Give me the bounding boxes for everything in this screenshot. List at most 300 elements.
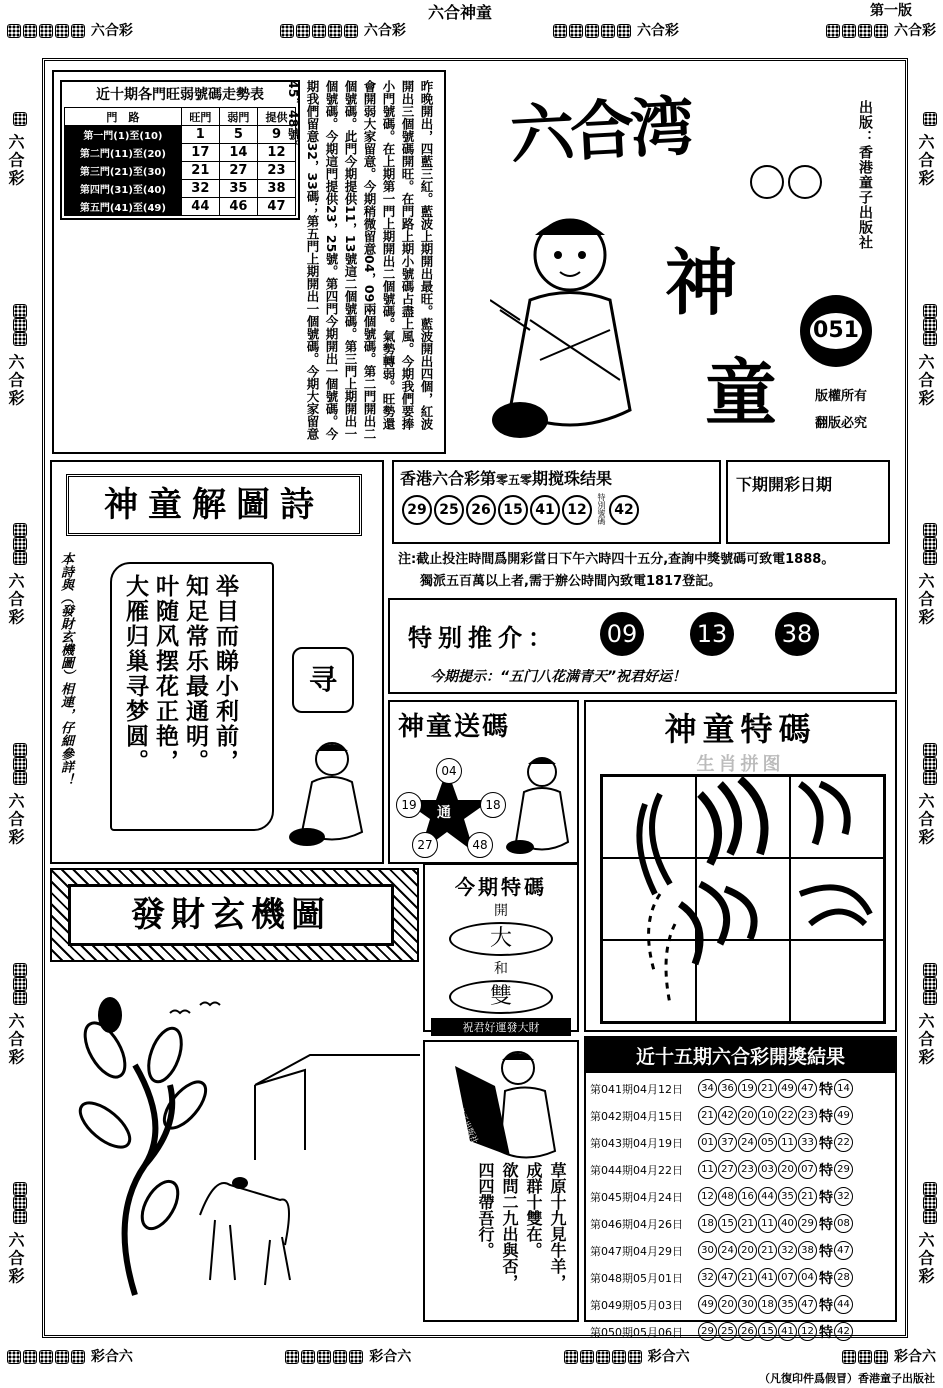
dice-icon (39, 1350, 53, 1364)
issue-badge (800, 295, 872, 367)
history-special-label: 特 (819, 1324, 833, 1341)
history-ball: 27 (718, 1160, 737, 1179)
border-word: 六合彩 (916, 572, 935, 627)
send-code-number: 04 (436, 758, 462, 784)
poem-lines (120, 574, 240, 824)
trend-cell: 14 (219, 144, 257, 162)
history-special-ball: 44 (834, 1295, 853, 1314)
dice-icon (923, 757, 937, 771)
dice-icon (71, 24, 85, 38)
history-ball: 49 (778, 1079, 797, 1098)
trend-header: 旺門 (181, 108, 219, 126)
history-special-ball: 29 (834, 1160, 853, 1179)
right-border (916, 54, 938, 1344)
dice-icon (842, 24, 856, 38)
history-label: 第042期04月15日 (590, 1109, 683, 1123)
poem-panel (50, 460, 384, 864)
dice-icon (7, 1350, 21, 1364)
history-special-label: 特 (819, 1081, 833, 1098)
logo-title: 六合湾 (508, 89, 693, 174)
notice-line-2: 獨派五百萬以上者,需于辦公時間內致電1817登記。 (420, 574, 722, 589)
history-ball: 19 (738, 1079, 757, 1098)
dice-icon (344, 24, 358, 38)
list-item (590, 1075, 891, 1102)
edition-label: 第一版 (870, 3, 912, 19)
border-word: 六合彩 (6, 1012, 25, 1067)
history-ball: 35 (778, 1187, 797, 1206)
next-draw-label: 下期開彩日期 (736, 475, 833, 494)
history-ball: 35 (778, 1295, 797, 1314)
history-ball: 21 (798, 1187, 817, 1206)
history-ball: 21 (738, 1214, 757, 1233)
dice-icon (7, 24, 21, 38)
boy-small-illustration (282, 737, 372, 847)
dice-icon (612, 1350, 626, 1364)
copyright-2: 翻版必究 (815, 416, 868, 431)
boy-small-illustration (502, 752, 574, 857)
dice-icon (923, 551, 937, 565)
dice-icon (312, 24, 326, 38)
boy-illustration (490, 210, 650, 440)
poem-title: 神童解圖詩 (66, 474, 362, 536)
history-ball: 36 (718, 1079, 737, 1098)
history-ball: 12 (698, 1187, 717, 1206)
history-ball: 18 (698, 1214, 717, 1233)
history-special-ball: 08 (834, 1214, 853, 1233)
verse-line: 四四帶吾行。 (476, 1162, 495, 1258)
draw-ball: 41 (530, 495, 560, 525)
draw-ball: 15 (498, 495, 528, 525)
border-word: 六合彩 (6, 572, 25, 627)
logo-char-tong: 童 (705, 350, 778, 435)
history-ball: 47 (798, 1079, 817, 1098)
verse-line: 成群十雙在。 (524, 1162, 543, 1258)
history-ball: 21 (738, 1268, 757, 1287)
history-ball: 26 (738, 1322, 757, 1341)
trend-cell: 47 (257, 198, 295, 216)
dice-icon (874, 1350, 888, 1364)
verse-line: 草原十九見牛羊， (548, 1162, 567, 1290)
history-ball: 21 (758, 1241, 777, 1260)
history-ball: 32 (778, 1241, 797, 1260)
poem-line: 举目而睇小利前， (212, 574, 238, 774)
dice-icon (553, 24, 567, 38)
history-ball: 11 (758, 1214, 777, 1233)
dice-icon (923, 318, 937, 332)
history-title: 近十五期六合彩開獎結果 (586, 1038, 895, 1073)
history-ball: 16 (738, 1187, 757, 1206)
history-ball: 47 (718, 1268, 737, 1287)
recommend-number: 38 (775, 612, 819, 656)
list-item (590, 1264, 891, 1291)
draw-ball: 29 (402, 495, 432, 525)
logo-area (450, 70, 905, 450)
history-ball: 49 (698, 1295, 717, 1314)
this-issue-double: 雙 (449, 980, 553, 1014)
history-ball: 24 (718, 1241, 737, 1260)
dice-icon (285, 1350, 299, 1364)
history-ball: 33 (798, 1133, 817, 1152)
history-ball: 07 (798, 1160, 817, 1179)
dice-icon (23, 24, 37, 38)
dice-icon (923, 1210, 937, 1224)
draw-result-box (392, 460, 721, 544)
dice-icon (564, 1350, 578, 1364)
history-ball: 44 (758, 1187, 777, 1206)
history-ball: 23 (738, 1160, 757, 1179)
dice-icon (71, 1350, 85, 1364)
history-ball: 01 (698, 1133, 717, 1152)
ring-icon (750, 165, 784, 199)
dice-icon (13, 991, 27, 1005)
border-word: 彩合六 (647, 1349, 690, 1365)
dice-icon (13, 1210, 27, 1224)
dice-icon (301, 1350, 315, 1364)
dice-icon (13, 332, 27, 346)
border-word: 六合彩 (916, 792, 935, 847)
history-special-ball: 28 (834, 1268, 853, 1287)
page-header-title: 六合神童 (428, 3, 493, 22)
history-special-label: 特 (819, 1297, 833, 1314)
dice-icon (580, 1350, 594, 1364)
list-item (590, 1129, 891, 1156)
history-label: 第046期04月26日 (590, 1217, 683, 1231)
ring-icon (788, 165, 822, 199)
history-ball: 30 (738, 1295, 757, 1314)
border-word: 六合彩 (893, 23, 936, 39)
history-ball: 29 (698, 1322, 717, 1341)
dice-icon (569, 24, 583, 38)
trend-header: 弱門 (219, 108, 257, 126)
dice-icon (923, 537, 937, 551)
history-special-ball: 14 (834, 1079, 853, 1098)
dice-icon (923, 332, 937, 346)
draw-ball: 12 (562, 495, 592, 525)
dice-icon (923, 112, 937, 126)
border-word: 六合彩 (636, 23, 679, 39)
history-ball: 40 (778, 1214, 797, 1233)
dice-icon (923, 991, 937, 1005)
list-item (590, 1183, 891, 1210)
history-ball: 47 (798, 1295, 817, 1314)
poem-line: 大雁归巢寻梦圆。 (122, 574, 148, 774)
dice-icon (55, 1350, 69, 1364)
trend-cell: 第三門(21)至(30) (65, 162, 182, 180)
left-border (6, 54, 28, 1344)
notice-line-1: 注:截止投注時間爲開彩當日下午六時四十五分,查詢中獎號碼可致電1888。 (398, 552, 835, 567)
trend-header: 提供 (257, 108, 295, 126)
history-label: 第045期04月24日 (590, 1190, 683, 1204)
history-ball: 20 (738, 1241, 757, 1260)
trend-cell: 9 (257, 126, 295, 144)
verse-box (423, 1040, 579, 1322)
history-ball: 15 (718, 1214, 737, 1233)
poem-scroll-char: 寻 (292, 647, 354, 713)
list-item (590, 1102, 891, 1129)
dice-icon (923, 743, 937, 757)
dice-icon (13, 1196, 27, 1210)
fortune-map-illustration (50, 975, 420, 1310)
trend-cell: 46 (219, 198, 257, 216)
history-label: 第050期05月06日 (590, 1325, 683, 1339)
history-ball: 34 (698, 1079, 717, 1098)
dice-icon (55, 24, 69, 38)
dice-icon (585, 24, 599, 38)
send-code-center: 通 (437, 805, 451, 821)
dice-icon (39, 24, 53, 38)
boy-banner-illustration (450, 1046, 560, 1166)
history-special-ball: 32 (834, 1187, 853, 1206)
draw-ball: 25 (434, 495, 464, 525)
analysis-text: 昨晚開出，四藍三紅。藍波上期開出最旺。藍波開出四個，紅波開出三個號碼開旺。在門路上期小號碼占盡上風。今期我們要捧小門號碼。在上期第一門上期開出二個號碼。氣勢轉弱。旺勢還會開弱大家留意。今期稍微留意04，09兩個號碼。第二門開出二個號碼。此門今期提供11，13號這二個號碼。第三門上期開出一個號碼。今期這門提供23，25號。第四門今期開出一個號碼。今期我們留意32，33碼；第五門上期開出一個號碼。今期大家留意45，48號。 (286, 80, 434, 440)
poem-side-note: 本詩與（發財玄機圖）相連，仔細參詳！ (58, 552, 73, 786)
dice-icon (13, 523, 27, 537)
border-word: 六合彩 (916, 1012, 935, 1067)
dice-icon (13, 757, 27, 771)
border-word: 彩合六 (894, 1349, 936, 1365)
draw-issue: 零五零 (496, 473, 533, 487)
list-item (590, 1291, 891, 1318)
fortune-map-title: 發財玄機圖 (68, 884, 394, 946)
send-code-number: 19 (396, 792, 422, 818)
send-code-number: 48 (467, 832, 493, 858)
trend-cell: 第一門(1)至(10) (65, 126, 182, 144)
history-ball: 22 (778, 1106, 797, 1125)
history-special-ball: 49 (834, 1106, 853, 1125)
trend-cell: 17 (181, 144, 219, 162)
dice-icon (596, 1350, 610, 1364)
history-ball: 11 (698, 1160, 717, 1179)
history-ball: 48 (718, 1187, 737, 1206)
history-list (586, 1073, 895, 1347)
dice-icon (280, 24, 294, 38)
publisher: 出版：香港童子出版社 (857, 100, 873, 250)
history-ball: 42 (718, 1106, 737, 1125)
dice-icon (628, 1350, 642, 1364)
dice-icon (13, 537, 27, 551)
history-ball: 21 (698, 1106, 717, 1125)
history-ball: 37 (718, 1133, 737, 1152)
dice-icon (13, 112, 27, 126)
dice-icon (13, 771, 27, 785)
trend-panel (52, 70, 446, 454)
draw-result-title (394, 462, 719, 493)
dice-icon (923, 523, 937, 537)
draw-ball: 26 (466, 495, 496, 525)
dice-icon (858, 24, 872, 38)
history-special-label: 特 (819, 1108, 833, 1125)
poem-line: 知足常乐最通明。 (182, 574, 208, 774)
special-number-label: 特別號碼 (597, 493, 606, 525)
copyright-1: 版權所有 (815, 389, 868, 404)
list-item (590, 1237, 891, 1264)
dice-icon (923, 1182, 937, 1196)
next-draw-box (726, 460, 890, 544)
border-word: 六合彩 (6, 792, 25, 847)
list-item (590, 1210, 891, 1237)
history-ball: 23 (798, 1106, 817, 1125)
trend-cell: 第五門(41)至(49) (65, 198, 182, 216)
history-ball: 07 (778, 1268, 797, 1287)
border-word: 六合彩 (916, 1231, 935, 1286)
trend-cell: 32 (181, 180, 219, 198)
history-special-label: 特 (819, 1243, 833, 1260)
send-code-box (388, 700, 579, 864)
history-label: 第049期05月03日 (590, 1298, 683, 1312)
issue-number: 051 (810, 313, 862, 349)
verse-line: 欲問二九出與否， (500, 1162, 519, 1290)
history-label: 第041期04月12日 (590, 1082, 683, 1096)
this-issue-open: 開 (494, 903, 508, 919)
dice-icon (923, 771, 937, 785)
send-code-number: 18 (480, 792, 506, 818)
history-special-ball: 22 (834, 1133, 853, 1152)
history-ball: 10 (758, 1106, 777, 1125)
dice-icon (601, 24, 615, 38)
draw-title-post: 期搅珠结果 (532, 469, 613, 488)
trend-cell: 27 (219, 162, 257, 180)
history-box (584, 1036, 897, 1341)
history-ball: 03 (758, 1160, 777, 1179)
trend-cell: 12 (257, 144, 295, 162)
history-ball: 05 (758, 1133, 777, 1152)
trend-cell: 21 (181, 162, 219, 180)
send-code-title: 神童送碼 (398, 712, 511, 742)
history-ball: 20 (778, 1160, 797, 1179)
this-issue-title: 今期特碼 (455, 875, 547, 899)
logo-char-shen: 神 (665, 240, 738, 325)
history-ball: 41 (758, 1268, 777, 1287)
dice-icon (826, 24, 840, 38)
dice-icon (13, 551, 27, 565)
dice-icon (349, 1350, 363, 1364)
history-ball: 21 (758, 1079, 777, 1098)
dice-icon (923, 304, 937, 318)
dice-icon (13, 743, 27, 757)
history-ball: 20 (718, 1295, 737, 1314)
history-special-label: 特 (819, 1162, 833, 1179)
history-ball: 15 (758, 1322, 777, 1341)
dice-icon (874, 24, 888, 38)
special-code-box (584, 700, 897, 1032)
trend-cell: 5 (219, 126, 257, 144)
footer-note: （凡復印件爲假冒）香港童子出版社 (759, 1372, 935, 1385)
bottom-border (6, 1346, 936, 1366)
recommend-box (388, 598, 897, 694)
recommend-tip: 今期提示：“五门八花满青天”祝君好运！ (430, 669, 687, 685)
trend-cell: 35 (219, 180, 257, 198)
dice-icon (923, 977, 937, 991)
this-issue-and: 和 (494, 961, 508, 977)
trend-cell: 第二門(11)至(20) (65, 144, 182, 162)
draw-special-ball: 42 (609, 495, 639, 525)
history-ball: 12 (798, 1322, 817, 1341)
history-ball: 11 (778, 1133, 797, 1152)
this-issue-box (423, 863, 579, 1032)
history-special-label: 特 (819, 1270, 833, 1287)
top-border (6, 20, 936, 40)
dice-icon (923, 963, 937, 977)
history-ball: 30 (698, 1241, 717, 1260)
history-special-ball: 42 (834, 1322, 853, 1341)
trend-cell: 1 (181, 126, 219, 144)
border-word: 六合彩 (6, 353, 25, 408)
special-code-title: 神童特碼 (664, 710, 817, 748)
history-label: 第048期05月01日 (590, 1271, 683, 1285)
dice-icon (317, 1350, 331, 1364)
fortune-map-header (50, 868, 419, 962)
dice-icon (13, 963, 27, 977)
history-ball: 04 (798, 1268, 817, 1287)
poem-line: 叶随风摆花正艳， (152, 574, 178, 774)
dice-icon (333, 1350, 347, 1364)
history-label: 第043期04月19日 (590, 1136, 683, 1150)
history-special-label: 特 (819, 1216, 833, 1233)
draw-title-pre: 香港六合彩第 (400, 469, 497, 488)
history-special-label: 特 (819, 1189, 833, 1206)
history-ball: 20 (738, 1106, 757, 1125)
list-item (590, 1318, 891, 1345)
send-code-number: 27 (412, 832, 438, 858)
dice-icon (13, 304, 27, 318)
draw-balls (394, 493, 719, 527)
verse-banner-text: 香港童子出版社 (447, 1090, 480, 1145)
trend-cell: 44 (181, 198, 219, 216)
history-label: 第044期04月22日 (590, 1163, 683, 1177)
history-special-label: 特 (819, 1135, 833, 1152)
border-word: 六合彩 (6, 133, 25, 188)
dice-icon (296, 24, 310, 38)
dice-icon (842, 1350, 856, 1364)
history-ball: 25 (718, 1322, 737, 1341)
history-ball: 24 (738, 1133, 757, 1152)
recommend-number: 13 (690, 612, 734, 656)
verse-lines (473, 1162, 569, 1312)
recommend-label: 特别推介： (408, 623, 558, 652)
border-word: 六合彩 (916, 353, 935, 408)
dice-icon (13, 318, 27, 332)
history-ball: 38 (798, 1241, 817, 1260)
history-ball: 41 (778, 1322, 797, 1341)
dice-icon (858, 1350, 872, 1364)
dice-icon (328, 24, 342, 38)
special-code-subtitle: 生肖拼图 (696, 754, 785, 775)
history-ball: 32 (698, 1268, 717, 1287)
list-item (590, 1156, 891, 1183)
history-special-ball: 47 (834, 1241, 853, 1260)
border-word: 六合彩 (90, 23, 133, 39)
trend-cell: 第四門(31)至(40) (65, 180, 182, 198)
dice-icon (617, 24, 631, 38)
border-word: 六合彩 (363, 23, 406, 39)
history-ball: 18 (758, 1295, 777, 1314)
trend-cell: 23 (257, 162, 295, 180)
dice-icon (923, 1196, 937, 1210)
border-word: 彩合六 (90, 1349, 133, 1365)
this-issue-footer: 祝君好運發大財 (431, 1018, 571, 1036)
dice-icon (23, 1350, 37, 1364)
recommend-number: 09 (600, 612, 644, 656)
dice-icon (13, 977, 27, 991)
dice-icon (13, 1182, 27, 1196)
border-word: 六合彩 (6, 1231, 25, 1286)
history-label: 第047期04月29日 (590, 1244, 683, 1258)
trend-table-title: 近十期各門旺弱號碼走勢表 (96, 87, 264, 103)
trend-header: 門 路 (65, 108, 182, 126)
border-word: 六合彩 (916, 133, 935, 188)
history-ball: 29 (798, 1214, 817, 1233)
puzzle-strokes-illustration (600, 774, 882, 1020)
